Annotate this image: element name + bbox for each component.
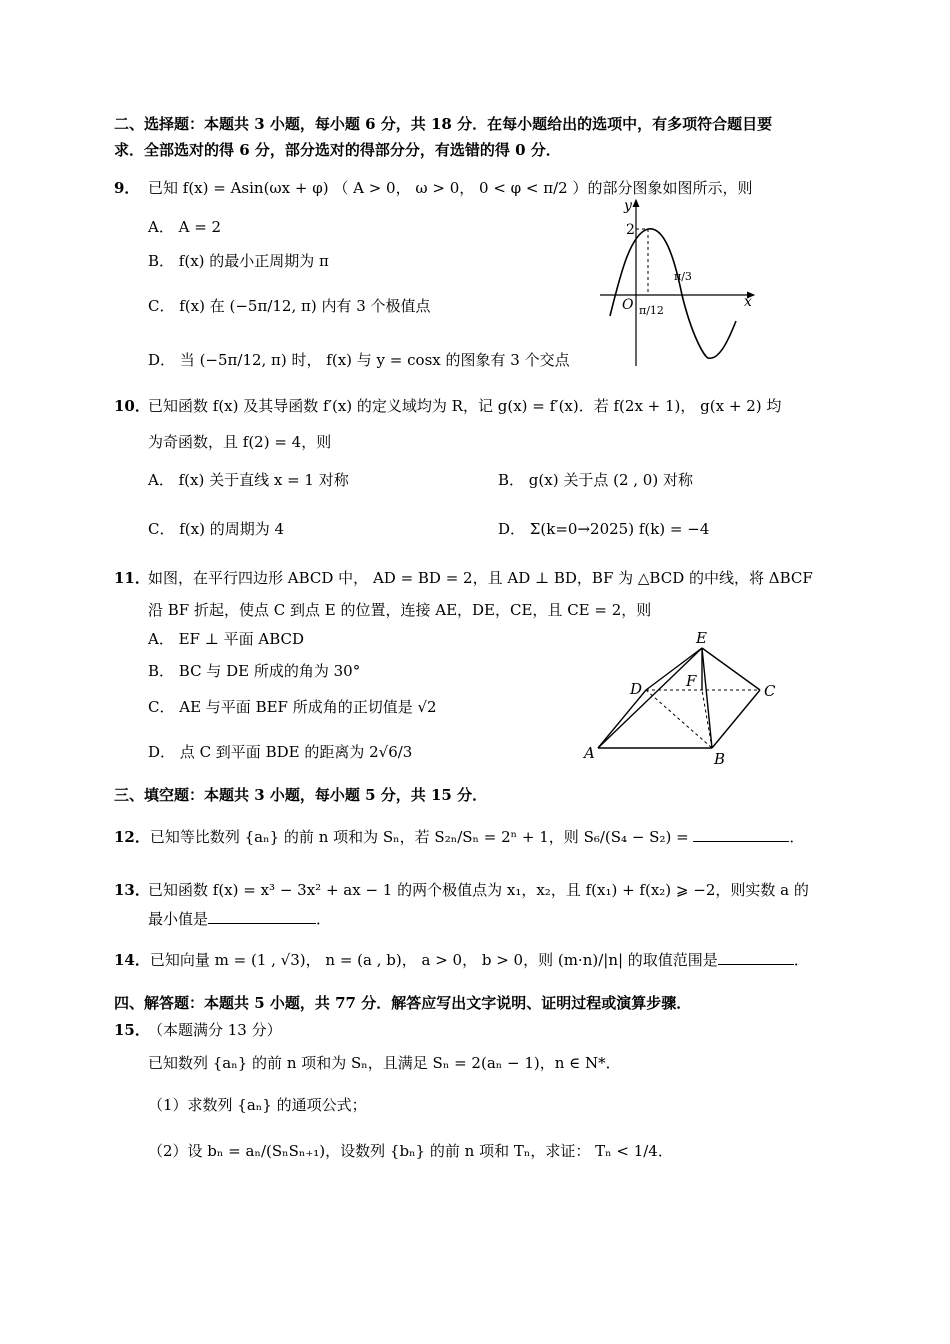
q13-number: 13． <box>114 881 150 899</box>
section2-header-line2: 求．全部选对的得 6 分，部分选对的得部分分，有选错的得 0 分． <box>114 141 561 159</box>
q12-number: 12． <box>114 828 150 846</box>
q9-number: 9． <box>114 179 140 197</box>
origin-label: O <box>622 297 634 313</box>
q9-sine-graph <box>596 196 760 372</box>
x-axis-label: x <box>744 294 752 310</box>
q13-line1: 已知函数 f(x) = x³ − 3x² + ax − 1 的两个极值点为 x₁，x₂，且 f(x₁) + f(x₂) ⩾ −2，则实数 a 的 <box>148 881 809 899</box>
q14-text: 已知向量 m = (1 , √3)， n = (a , b)， a > 0， b > 0，则 (m·n)/|n| 的取值范围是 <box>149 951 718 969</box>
dashed-db <box>646 690 712 748</box>
q12-answer-blank <box>693 827 789 842</box>
max-value-label: 2 <box>626 222 635 238</box>
q9-option-c: C． f(x) 在 (−5π/12, π) 内有 3 个极值点 <box>148 297 431 315</box>
q15-part2: （2）设 bₙ = aₙ/(SₙSₙ₊₁)，设数列 {bₙ} 的前 n 项和 Tₙ，求证： Tₙ < 1/4． <box>148 1142 673 1160</box>
q13-line2: 最小值是 <box>148 910 209 928</box>
q10-option-b: B． g(x) 关于点 (2 , 0) 对称 <box>498 471 693 489</box>
point-b-label: B <box>714 750 726 768</box>
q9-option-a: A． A = 2 <box>148 218 222 236</box>
q12-end: ． <box>789 828 805 846</box>
q10-number: 10． <box>114 397 150 415</box>
q12-line <box>114 826 804 848</box>
q11-line2: 沿 BF 折起，使点 C 到点 E 的位置，连接 AE，DE，CE，且 CE = 2，则 <box>148 601 652 619</box>
q10-option-a: A． f(x) 关于直线 x = 1 对称 <box>148 471 349 489</box>
section2-header-line1: 二、选择题：本题共 3 小题，每小题 6 分，共 18 分．在每小题给出的选项中，有多项符合题目要 <box>114 115 773 133</box>
point-d-label: D <box>630 680 643 698</box>
tick-pi-3: π/3 <box>674 270 692 283</box>
q9-stem: 已知 f(x) = Asin(ωx + φ) （ A > 0， ω > 0， 0 < φ < π/2 ）的部分图象如图所示，则 <box>148 179 753 197</box>
q11-line1: 如图，在平行四边形 ABCD 中， AD = BD = 2，且 AD ⊥ BD，BF 为 △BCD 的中线，将 ΔBCF <box>148 569 813 587</box>
q12-text: 已知等比数列 {aₙ} 的前 n 项和为 Sₙ，若 S₂ₙ/Sₙ = 2ⁿ + 1，则 S₆/(S₄ − S₂) = <box>149 828 694 846</box>
q14-line <box>114 949 809 971</box>
q13-line2-row <box>148 908 331 930</box>
point-e-label: E <box>696 629 707 647</box>
q15-score: （本题满分 13 分） <box>148 1021 282 1039</box>
q15-number: 15． <box>114 1021 150 1039</box>
edge-ae <box>598 648 702 748</box>
q10-option-d: D． Σ(k=0→2025) f(k) = −4 <box>498 520 710 538</box>
q10-option-c: C． f(x) 的周期为 4 <box>148 520 285 538</box>
edge-ce <box>702 648 760 690</box>
point-f-label: F <box>686 672 697 690</box>
q11-number: 11． <box>114 569 150 587</box>
point-a-label: A <box>584 744 595 762</box>
q13-answer-blank <box>208 909 316 924</box>
tick-pi-12: π/12 <box>639 304 664 317</box>
edge-bc <box>712 690 760 748</box>
q11-geometry-figure <box>580 628 780 768</box>
q11-option-d: D． 点 C 到平面 BDE 的距离为 2√6/3 <box>148 743 413 761</box>
q11-option-a: A． EF ⊥ 平面 ABCD <box>148 630 305 648</box>
y-axis-label: y <box>624 198 632 214</box>
section4-header: 四、解答题：本题共 5 小题，共 77 分．解答应写出文字说明、证明过程或演算步骤． <box>114 994 692 1012</box>
q14-answer-blank <box>718 950 794 965</box>
q10-line2: 为奇函数，且 f(2) = 4，则 <box>148 433 332 451</box>
q10-line1: 已知函数 f(x) 及其导函数 f′(x) 的定义域均为 R，记 g(x) = f′(x)．若 f(2x + 1)， g(x + 2) 均 <box>148 397 782 415</box>
q15-part1: （1）求数列 {aₙ} 的通项公式； <box>148 1096 367 1114</box>
section3-header: 三、填空题：本题共 3 小题，每小题 5 分，共 15 分． <box>114 786 488 804</box>
q9-option-d: D． 当 (−5π/12, π) 时， f(x) 与 y = cosx 的图象有 3 个交点 <box>148 351 570 369</box>
q11-option-b: B． BC 与 DE 所成的角为 30° <box>148 662 361 680</box>
q9-option-b: B． f(x) 的最小正周期为 π <box>148 252 329 270</box>
point-c-label: C <box>764 682 776 700</box>
q14-number: 14． <box>114 951 150 969</box>
edge-ad <box>598 690 646 748</box>
q15-line1: 已知数列 {aₙ} 的前 n 项和为 Sₙ，且满足 Sₙ = 2(aₙ − 1)，n ∈ N*． <box>148 1054 621 1072</box>
sine-curve <box>610 229 736 358</box>
q14-end: ． <box>793 951 809 969</box>
q11-option-c: C． AE 与平面 BEF 所成角的正切值是 √2 <box>148 698 437 716</box>
q13-end: ． <box>316 910 332 928</box>
